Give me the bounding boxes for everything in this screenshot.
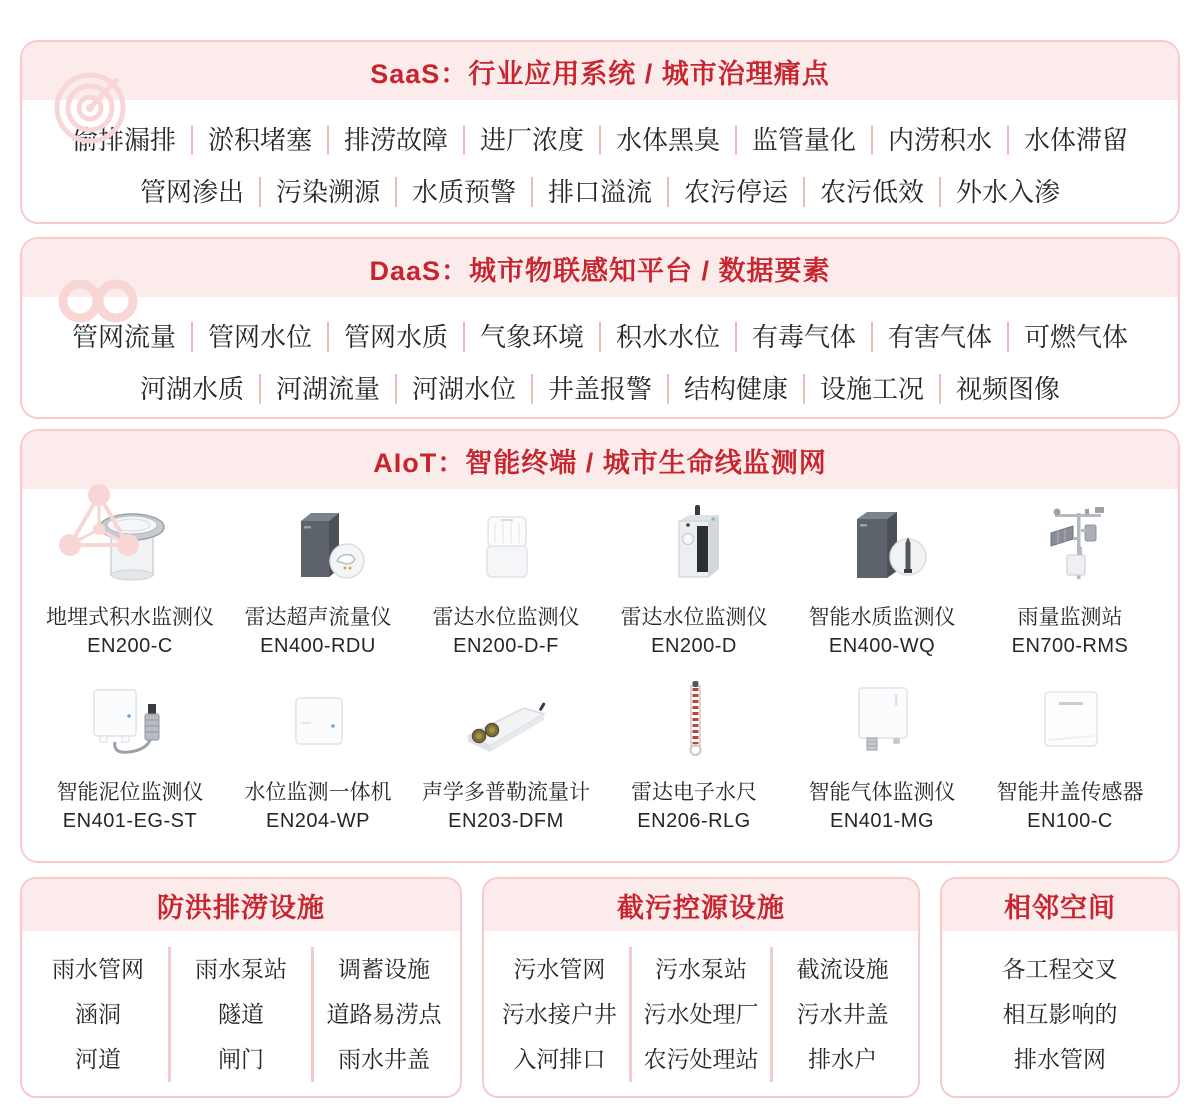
facility-item: 雨水泵站 — [195, 956, 287, 982]
data-element: 可燃气体 — [1024, 322, 1129, 352]
striped-gauge-rod-device-icon — [600, 670, 788, 770]
pain-point: 外水入渗 — [956, 177, 1061, 207]
data-element: 管网水质 — [329, 322, 465, 352]
data-element: 河湖水质 — [125, 374, 261, 404]
data-element: 河湖水位 — [397, 374, 533, 404]
data-element: 设施工况 — [805, 374, 941, 404]
flood-facility-header — [22, 879, 460, 931]
saas-row-2 — [32, 166, 1168, 218]
facility-item: 雨水管网 — [52, 956, 144, 982]
adjacent-space-header — [942, 879, 1178, 931]
dark-box-disc-device-icon — [224, 495, 412, 595]
product-model: EN400-WQ — [828, 635, 936, 657]
aiot-header-band — [22, 431, 1178, 489]
product-name: 智能气体监测仪 — [808, 781, 956, 804]
buried-canister-device-icon — [36, 495, 224, 595]
pain-point: 管网渗出 — [125, 177, 261, 207]
product-model: EN200-C — [87, 635, 173, 657]
gas-sensor-box-device-icon — [788, 670, 976, 770]
saas-items — [22, 100, 1178, 224]
data-element: 河湖流量 — [261, 374, 397, 404]
flat-white-box-device-icon — [224, 670, 412, 770]
product-card — [600, 670, 788, 839]
product-card — [788, 495, 976, 664]
product-name: 智能水质监测仪 — [808, 606, 956, 629]
daas-header-band — [22, 239, 1178, 297]
product-name: 雷达超声流量仪 — [244, 606, 392, 629]
adjacent-space-line: 各工程交叉 — [1002, 956, 1118, 982]
product-model: EN100-C — [1027, 810, 1113, 832]
data-element: 视频图像 — [956, 374, 1061, 404]
data-element: 管网水位 — [193, 322, 329, 352]
data-element: 有害气体 — [873, 322, 1009, 352]
pain-point: 监管量化 — [737, 125, 873, 155]
pain-point: 排涝故障 — [329, 125, 465, 155]
pain-point: 水体黑臭 — [601, 125, 737, 155]
product-card — [224, 670, 412, 839]
white-stacked-box-device-icon — [412, 495, 600, 595]
aiot-products-row-1 — [22, 489, 1178, 664]
product-name: 雷达电子水尺 — [631, 781, 757, 804]
product-model: EN400-RDU — [260, 635, 376, 657]
dark-box-probe-device-icon — [788, 495, 976, 595]
weather-station-device-icon — [976, 495, 1164, 595]
data-element: 有毒气体 — [737, 322, 873, 352]
saas-row-1 — [32, 114, 1168, 166]
daas-title: DaaS：城市物联感知平台 / 数据要素 — [369, 255, 831, 286]
sewage-facility-title: 截污控源设施 — [617, 892, 785, 923]
product-model: EN200-D — [651, 635, 737, 657]
product-model: EN204-WP — [265, 810, 371, 832]
product-card — [36, 495, 224, 664]
product-card — [412, 670, 600, 839]
daas-row-1 — [32, 311, 1168, 363]
product-card — [224, 495, 412, 664]
data-element: 管网流量 — [57, 322, 193, 352]
facility-item: 道路易涝点 — [326, 1001, 442, 1027]
product-card — [412, 495, 600, 664]
pain-point: 淤积堵塞 — [193, 125, 329, 155]
aiot-section — [20, 429, 1180, 863]
data-element: 井盖报警 — [533, 374, 669, 404]
product-name: 地埋式积水监测仪 — [46, 606, 214, 629]
pain-point: 农污低效 — [805, 177, 941, 207]
facility-item: 污水处理厂 — [643, 1001, 759, 1027]
daas-items — [22, 297, 1178, 419]
product-card — [976, 495, 1164, 664]
adjacent-space-line: 相互影响的 — [1002, 1001, 1118, 1027]
flood-facility-card — [20, 877, 462, 1098]
aiot-title: AIoT：智能终端 / 城市生命线监测网 — [373, 447, 827, 478]
facility-column — [314, 947, 454, 1082]
facility-column — [632, 947, 774, 1082]
pain-point: 水质预警 — [397, 177, 533, 207]
product-model: EN401-MG — [829, 810, 935, 832]
facility-item: 排水户 — [808, 1046, 878, 1072]
saas-section — [20, 40, 1180, 224]
product-name: 声学多普勒流量计 — [422, 781, 590, 804]
facility-item: 河道 — [75, 1046, 121, 1072]
adjacent-space-body — [942, 931, 1178, 1096]
pain-point: 排口溢流 — [533, 177, 669, 207]
facility-item: 污水泵站 — [655, 956, 747, 982]
facility-item: 农污处理站 — [643, 1046, 759, 1072]
pain-point: 偷排漏排 — [57, 125, 193, 155]
product-model: EN200-D-F — [453, 635, 559, 657]
antenna-box-device-icon — [600, 495, 788, 595]
pain-point: 污染溯源 — [261, 177, 397, 207]
facility-cards-row — [20, 877, 1180, 1098]
facility-item: 调蓄设施 — [338, 956, 430, 982]
product-card — [788, 670, 976, 839]
saas-header-band — [22, 42, 1178, 100]
data-element: 结构健康 — [669, 374, 805, 404]
aiot-products-row-2 — [22, 664, 1178, 839]
product-card — [600, 495, 788, 664]
product-model: EN203-DFM — [448, 810, 564, 832]
sewage-facility-body — [484, 931, 918, 1096]
facility-column — [171, 947, 314, 1082]
product-model: EN700-RMS — [1011, 635, 1129, 657]
adjacent-space-line: 排水管网 — [1014, 1046, 1106, 1072]
facility-item: 污水接户井 — [501, 1001, 617, 1027]
manhole-cover-sensor-device-icon — [976, 670, 1164, 770]
product-model: EN206-RLG — [637, 810, 751, 832]
product-name: 智能井盖传感器 — [996, 781, 1144, 804]
adjacent-space-card — [940, 877, 1180, 1098]
facility-column — [773, 947, 912, 1082]
product-name: 水位监测一体机 — [244, 781, 392, 804]
product-name: 雷达水位监测仪 — [432, 606, 580, 629]
panel-cable-probe-device-icon — [36, 670, 224, 770]
facility-item: 污水管网 — [513, 956, 606, 982]
data-element: 气象环境 — [465, 322, 601, 352]
adjacent-space-title: 相邻空间 — [1004, 892, 1116, 923]
sewage-facility-card — [482, 877, 920, 1098]
product-name: 雨量监测站 — [1017, 606, 1123, 629]
product-card — [36, 670, 224, 839]
facility-item: 污水井盖 — [796, 1001, 889, 1027]
daas-section — [20, 237, 1180, 419]
flood-facility-body — [22, 931, 460, 1096]
pain-point: 农污停运 — [669, 177, 805, 207]
facility-column — [28, 947, 171, 1082]
facility-item: 涵洞 — [75, 1001, 121, 1027]
sewage-facility-header — [484, 879, 918, 931]
product-card — [976, 670, 1164, 839]
facility-column — [490, 947, 632, 1082]
product-name: 智能泥位监测仪 — [56, 781, 204, 804]
pain-point: 水体滞留 — [1024, 125, 1129, 155]
saas-title: SaaS：行业应用系统 / 城市治理痛点 — [370, 58, 830, 89]
data-element: 积水水位 — [601, 322, 737, 352]
facility-item: 雨水井盖 — [338, 1046, 430, 1072]
doppler-wedge-device-icon — [412, 670, 600, 770]
facility-item: 截流设施 — [796, 956, 889, 982]
facility-item: 入河排口 — [513, 1046, 606, 1072]
facility-item: 隧道 — [218, 1001, 264, 1027]
pain-point: 内涝积水 — [873, 125, 1009, 155]
product-name: 雷达水位监测仪 — [620, 606, 768, 629]
daas-row-2 — [32, 363, 1168, 415]
product-model: EN401-EG-ST — [62, 810, 198, 832]
flood-facility-title: 防洪排涝设施 — [157, 892, 325, 923]
pain-point: 进厂浓度 — [465, 125, 601, 155]
facility-item: 闸门 — [218, 1046, 264, 1072]
